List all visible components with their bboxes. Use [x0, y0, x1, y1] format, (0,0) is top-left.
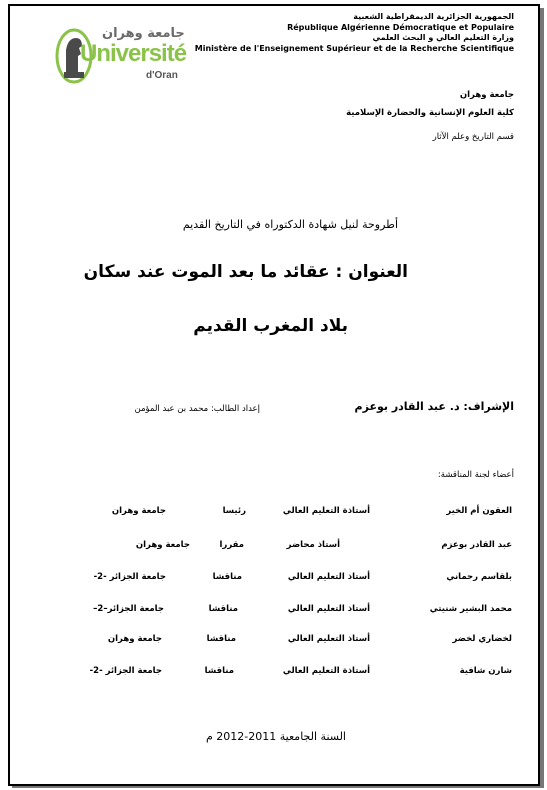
member-name: لخضاري لخضر: [452, 634, 512, 644]
thesis-subtitle: أطروحة لنيل شهادة الدكتوراه في التاريخ القديم: [182, 218, 398, 231]
academic-year: السنة الجامعية 2011-2012 م: [205, 730, 346, 743]
republic-header: [195, 12, 514, 54]
member-rank: أستاذ التعليم العالي: [287, 634, 370, 644]
supervisor-line: الإشراف: د. عبد القادر بوعزم: [354, 400, 514, 413]
member-rank: أستاذ محاضر: [286, 540, 340, 550]
university-logo: [54, 24, 190, 104]
member-affiliation: جامعة وهران: [107, 634, 162, 644]
member-name: العقون أم الخير: [446, 506, 512, 516]
member-name: شارن شافية: [459, 666, 512, 676]
committee-heading: أعضاء لجنة المناقشة:: [437, 470, 514, 480]
member-affiliation: جامعة الجزائر–2–: [93, 604, 164, 614]
thesis-title-line2: بلاد المغرب القديم: [193, 316, 348, 336]
member-role: مقررا: [219, 540, 244, 550]
member-rank: أستاذة التعليم العالي: [282, 506, 370, 516]
member-name: بلقاسم رحماني: [446, 572, 512, 582]
department-name: قسم التاريخ وعلم الآثار: [432, 132, 514, 142]
member-role: مناقشا: [206, 634, 236, 644]
page-shadow-right: [540, 8, 544, 786]
member-affiliation: جامعة الجزائر -2-: [89, 666, 162, 676]
university-name: جامعة وهران: [459, 90, 514, 100]
member-role: مناقشا: [212, 572, 242, 582]
member-role: مناقشا: [208, 604, 238, 614]
republic-line-ar: الجمهورية الجزائرية الديمقراطية الشعبية: [353, 12, 514, 21]
logo-universite-text: Université: [80, 40, 187, 67]
member-role: رئيسا: [222, 506, 246, 516]
member-rank: أستاذ التعليم العالي: [287, 572, 370, 582]
republic-line-fr: République Algérienne Démocratique et Populaire: [287, 22, 514, 32]
member-affiliation: جامعة وهران: [111, 506, 166, 516]
thesis-title-line1: العنوان : عقائد ما بعد الموت عند سكان: [83, 262, 408, 282]
member-name: محمد البشير شنيتي: [429, 604, 512, 614]
member-rank: أستاذة التعليم العالي: [282, 666, 370, 676]
member-rank: أستاذ التعليم العالي: [287, 604, 370, 614]
member-affiliation: جامعة الجزائر -2-: [93, 572, 166, 582]
logo-arabic-text: جامعة وهران: [102, 26, 185, 41]
member-role: مناقشا: [204, 666, 234, 676]
member-name: عبد القادر بوعزم: [441, 540, 512, 550]
student-line: إعداد الطالب: محمد بن عبد المؤمن: [134, 404, 260, 414]
member-affiliation: جامعة وهران: [135, 540, 190, 550]
document-page: [8, 4, 540, 786]
faculty-name: كلية العلوم الإنسانية والحضارة الإسلامية: [346, 108, 514, 118]
logo-doran-text: d'Oran: [146, 70, 178, 81]
ministry-line-ar: وزارة التعليم العالي و البحث العلمي: [372, 33, 514, 42]
ministry-line-fr: Ministère de l'Enseignement Supérieur et de la Recherche Scientifique: [194, 43, 514, 53]
